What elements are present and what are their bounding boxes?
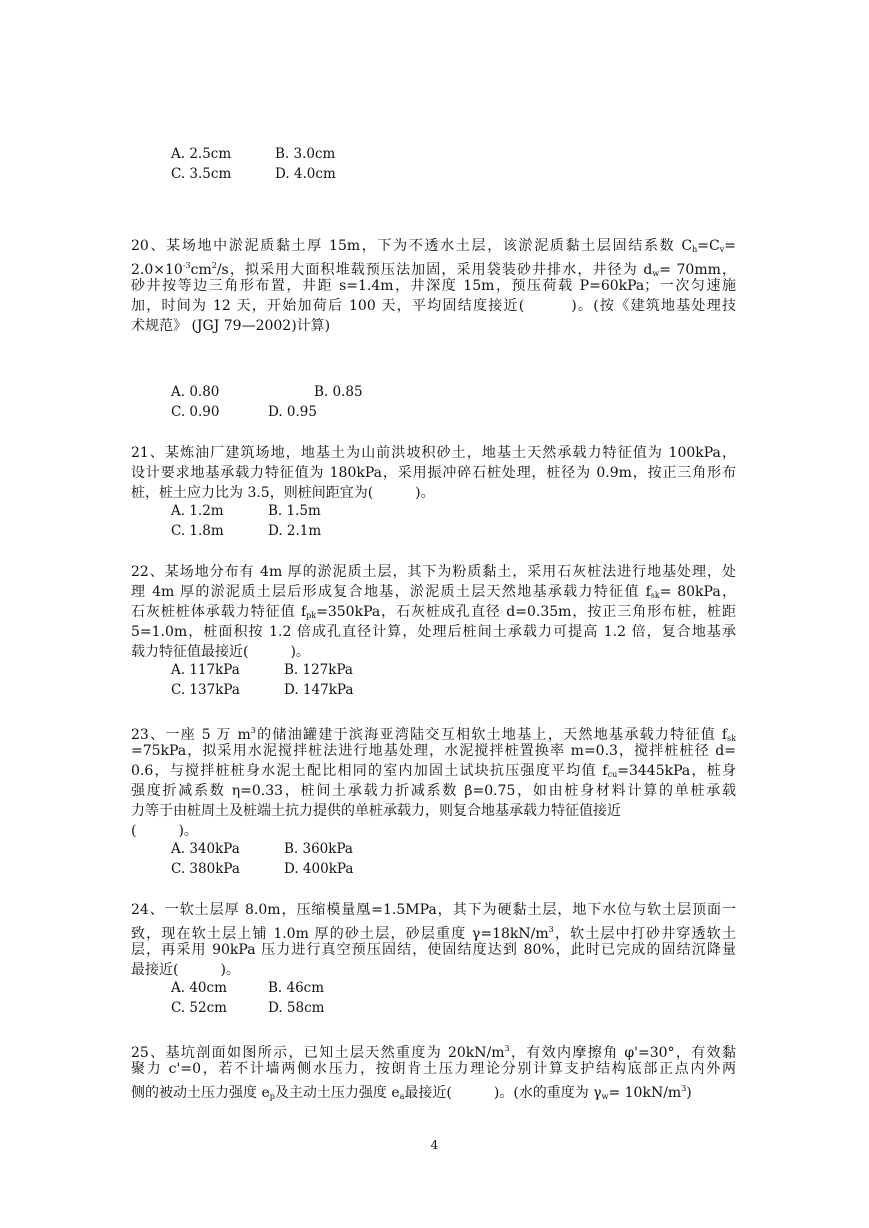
q24-line: 24、一软土层厚 8.0m，压缩模量凰=1.5MPa，其下为硬黏土层，地下水位与软土层顶面一 [131,902,736,918]
q22-question-text [131,562,736,662]
q24-option-a: A. 40cm [171,980,227,996]
q22-line: 22、某场地分布有 4m 厚的淤泥质土层，其下为粉质黏土，采用石灰桩法进行地基处理，处 [131,564,736,580]
q21-question-text [131,443,736,503]
q19-option-d: D. 4.0cm [275,166,336,182]
q24-line: 层，再采用 90kPa 压力进行真空预压固结，使固结度达到 80%，此时已完成的固结沉降量 [131,942,736,958]
q23-option-c: C. 380kPa [171,861,240,877]
q24-option-c: C. 52cm [171,1000,227,1016]
q21-option-a: A. 1.2m [171,503,224,519]
q23-line: 强度折减系数 η=0.33，桩间土承载力折减系数 β=0.75，如由桩身材料计算的单桩承载 [131,783,736,799]
q24-question-text [131,900,736,980]
q23-option-b: B. 360kPa [284,841,353,857]
q25-question-text [131,1039,736,1099]
q23-line: 0.6，与搅拌桩桩身水泥土配比相同的室内加固土试块抗压强度平均值 $f_{cu}=3445kPa$，桩身 [131,763,736,779]
q19-option-a: A. 2.5cm [171,146,232,162]
q21-line: 21、某炼油厂建筑场地，地基土为山前洪坡积砂土，地基土天然承载力特征值为 100kPa， [131,445,736,461]
q23-line: 23、一座 5 万 $m^3$的储油罐建于滨海亚湾陆交互相软土地基上，天然地基承载力特征值 $f_{sk}$ [131,726,736,743]
q22-line: 载力特征值最接近( )。 [131,644,310,660]
q20-line: $2.0\times 10^{-3}cm^2/s$，拟采用大面积堆载预压法加固，采用袋装砂井排水，井径为 $d_w= 70mm$， [131,261,737,278]
q23-line: =75kPa，拟采用水泥搅拌桩法进行地基处理，水泥搅拌桩置换率 m=0.3，搅拌桩桩径 d= [131,743,736,759]
q21-option-b: B. 1.5m [268,503,321,519]
q20-line: 20、某场地中淤泥质黏土厚 15m，下为不透水土层，该淤泥质黏土层固结系数 $C_h=C_v=$ [131,238,736,254]
q20-line: 加，时间为 12 天，开始加荷后 100 天，平均固结度接近( )。(按《建筑地基处理技 [131,298,736,314]
q24-option-b: B. 46cm [268,980,325,996]
q25-line: 聚力 c'=0，若不计墙两侧水压力，按朗肯土压力理论分别计算支护结构底部正点内外两 [131,1061,736,1077]
q20-line: 砂井按等边三角形布置，井距 s=1.4m，井深度 15m，预压荷载 P=60kPa；一次匀速施 [131,278,736,294]
page-number: 4 [430,1138,439,1152]
q20-option-d: D. 0.95 [268,404,317,420]
q23-option-d: D. 400kPa [284,861,354,877]
q20-option-b: B. 0.85 [314,384,363,400]
q23-option-a: A. 340kPa [171,841,240,857]
q19-option-c: C. 3.5cm [171,166,232,182]
q23-question-text [131,721,736,841]
q23-line: ( )。 [131,823,198,839]
q22-line: 理 4m 厚的淤泥质土层后形成复合地基，淤泥质土层天然地基承载力特征值 $f_{sk}= 80kPa$， [131,584,736,600]
q20-option-c: C. 0.90 [171,404,220,420]
q22-option-a: A. 117kPa [171,662,240,678]
q25-line: 侧的被动土压力强度 $e_p$及主动土压力强度 $e_a$最接近( )。(水的重度为 $\gamma_w= 10kN/m^3$) [131,1084,692,1101]
q21-line: 设计要求地基承载力特征值为 180kPa，采用振冲碎石桩处理，桩径为 0.9m，按正三角形布 [131,465,736,481]
q22-line: 石灰桩桩体承载力特征值 $f_{pk}=350kPa$，石灰桩成孔直径 d=0.35m，按正三角形布桩，桩距 [131,604,736,620]
q22-option-d: D. 147kPa [284,682,354,698]
q21-option-c: C. 1.8m [171,523,224,539]
q20-question-text [131,236,736,336]
q19-option-b: B. 3.0cm [275,146,336,162]
q21-option-d: D. 2.1m [268,523,322,539]
q21-line: 桩，桩土应力比为 3.5，则桩间距宜为( )。 [131,485,435,501]
q24-option-d: D. 58cm [268,1000,325,1016]
q24-line: 最接近( )。 [131,962,240,978]
q22-option-b: B. 127kPa [284,662,353,678]
q22-line: 5=1.0m，桩面积按 1.2 倍成孔直径计算，处理后桩间土承载力可提高 1.2 倍，复合地基承 [131,624,736,640]
q23-line: 力等于由桩周土及桩端土抗力提供的单桩承载力，则复合地基承载力特征值接近 [131,803,621,819]
q25-line: 25、基坑剖面如图所示，已知土层天然重度为 $20kN/m^3$，有效内摩擦角 φ'=30°，有效黏 [131,1044,736,1061]
q20-option-a: A. 0.80 [171,384,220,400]
q22-option-c: C. 137kPa [171,682,240,698]
q20-line: 术规范》 (JGJ 79—2002)计算) [131,318,331,334]
q24-line: 致，现在软土层上铺 1.0m 厚的砂土层，砂层重度 $\gamma=18kN/m^3$，软土层中打砂井穿透软土 [131,925,736,942]
